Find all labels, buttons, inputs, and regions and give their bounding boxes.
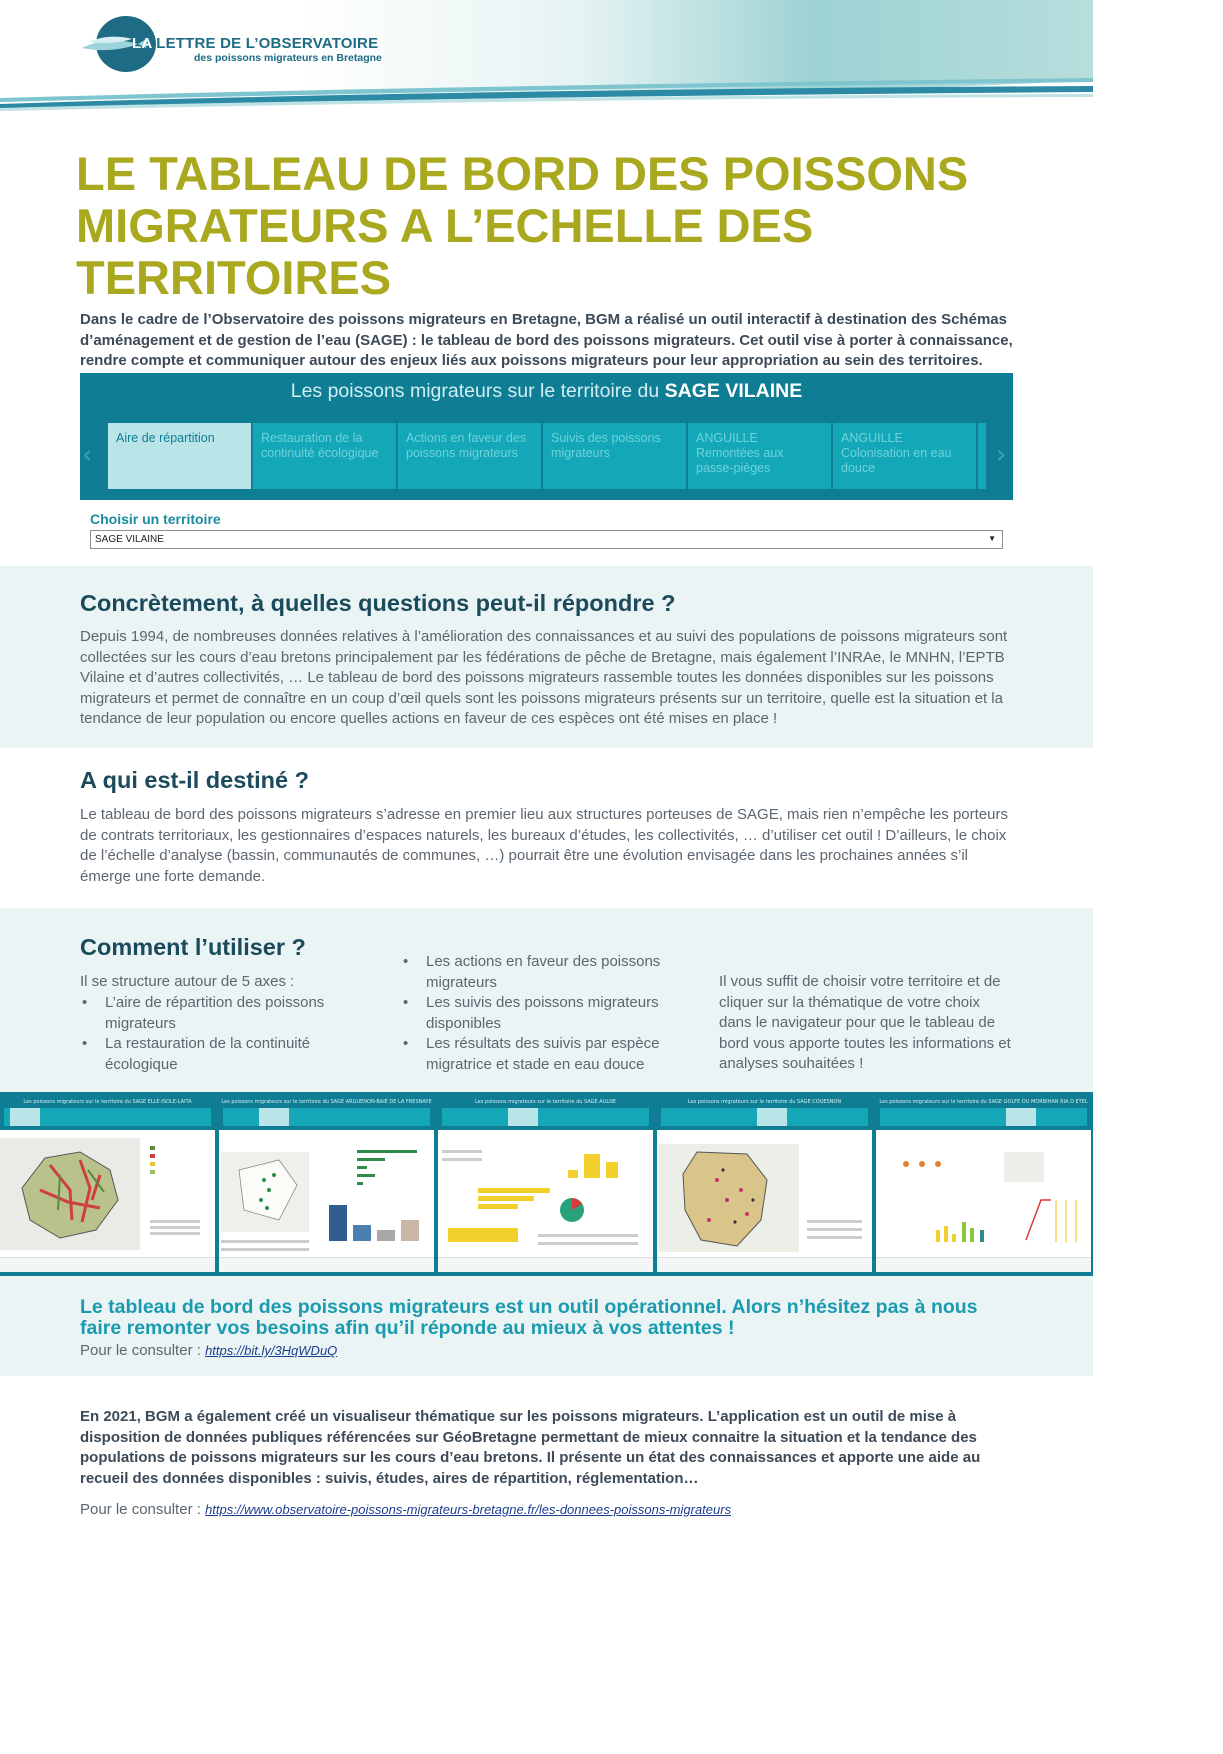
dashboard-preview bbox=[80, 373, 1013, 500]
section-usage-heading: Comment l’utiliser ? bbox=[80, 934, 306, 960]
thumbnail-elle-isole-laita bbox=[0, 1096, 215, 1272]
outro-link-prefix: Pour le consulter : bbox=[80, 1501, 201, 1518]
thumbnail-title: Les poissons migrateurs sur le territoire du SAGE COUESNON bbox=[687, 1099, 842, 1105]
logo-title-text: LETTRE DE L’OBSERVATOIRE bbox=[156, 35, 379, 52]
cta-link-line bbox=[80, 1342, 337, 1359]
chevron-left-icon[interactable]: ‹ bbox=[82, 440, 93, 470]
section-questions bbox=[0, 566, 1093, 748]
newsletter-header bbox=[0, 0, 1093, 112]
list-item: • Les résultats des suivis par espèce migratrice et stade en eau douce bbox=[401, 1034, 691, 1075]
territory-select[interactable] bbox=[90, 530, 1003, 549]
section-audience bbox=[0, 748, 1093, 908]
list-item: • L’aire de répartition des poissons migrateurs bbox=[80, 993, 370, 1034]
thumbnail-charts bbox=[219, 1130, 434, 1272]
list-item: • Les suivis des poissons migrateurs disponibles bbox=[401, 993, 691, 1034]
caret-down-icon: ▼ bbox=[988, 534, 996, 543]
thumbnail-title: Les poissons migrateurs sur le territoire du SAGE ARGUENON-BAIE DE LA FRESNAYE bbox=[221, 1099, 432, 1105]
logo-subtitle: des poissons migrateurs en Bretagne bbox=[194, 52, 382, 64]
header-wave-banner bbox=[0, 0, 1093, 112]
outro-link-line bbox=[80, 1501, 731, 1518]
section-audience-body: Le tableau de bord des poissons migrateurs s’adresse en premier lieu aux structures porteuses de SAGE, mais rien n’empêche les porteurs de contrats territoriaux, les gestionnaires d’espaces naturels, les bureaux d’études, les collectivités, … d’utiliser cet outil ! D’ailleurs, le choix de l’échelle d’analyse (bassin, communautés de communes, …) pourrait être une évolution envisagée dans les prochaines années s’il émerge une forte demande. bbox=[80, 806, 1008, 885]
list-item: • Les actions en faveur des poissons migrateurs bbox=[401, 952, 691, 993]
section-usage bbox=[0, 908, 1093, 1092]
dashboard-thumbnails bbox=[0, 1092, 1093, 1276]
section-usage-closing: Il vous suffit de choisir votre territoire et de cliquer sur la thématique de votre choix dans le navigateur pour que le tableau de bord vous apporte toutes les informations et analyses souhaitées ! bbox=[719, 973, 1011, 1072]
thumbnail-couesnon bbox=[657, 1096, 872, 1272]
thumbnail-map bbox=[0, 1130, 215, 1272]
thumbnail-aulne bbox=[438, 1096, 653, 1272]
chevron-right-icon[interactable]: › bbox=[996, 440, 1007, 470]
thumbnail-golfe-morbihan bbox=[876, 1096, 1091, 1272]
logo-title bbox=[132, 35, 378, 52]
page-title: LE TABLEAU DE BORD DES POISSONS MIGRATEURS A L’ECHELLE DES TERRITOIRES bbox=[76, 147, 969, 304]
dashboard-title-territory: SAGE VILAINE bbox=[664, 380, 803, 402]
thumbnail-title: Les poissons migrateurs sur le territoire du SAGE ELLE-ISOLE-LAITA bbox=[23, 1099, 192, 1105]
logo-prefix: LA bbox=[132, 35, 152, 52]
axes-list-2 bbox=[401, 952, 691, 1075]
intro-paragraph: Dans le cadre de l’Observatoire des poissons migrateurs en Bretagne, BGM a réalisé un outil interactif à destination des Schémas d’aménagement et de gestion de l’eau (SAGE) : le tableau de bord des poissons migrateurs. Cet outil vise à porter à connaissance, rendre compte et communiquer autour des enjeux liés aux poissons migrateurs pour leur appropriation au sein des territoires. bbox=[80, 311, 1013, 369]
section-questions-heading: Concrètement, à quelles questions peut-il répondre ? bbox=[80, 590, 676, 616]
tab-overflow bbox=[978, 423, 986, 489]
thumbnail-title: Les poissons migrateurs sur le territoire du SAGE GOLFE DU MORBIHAN RIA D ETEL bbox=[879, 1099, 1088, 1105]
cta-text: Le tableau de bord des poissons migrateurs est un outil opérationnel. Alors n’hésitez pas à nous faire remonter vos besoins afin qu’il réponde au mieux à vos attentes ! bbox=[80, 1296, 978, 1339]
tab-suivis-poissons[interactable]: Suivis des poissons migrateurs bbox=[543, 423, 686, 489]
section-usage-lead: Il se structure autour de 5 axes : bbox=[80, 973, 295, 990]
thumbnail-charts bbox=[438, 1130, 653, 1272]
territory-select-label: Choisir un territoire bbox=[90, 511, 221, 527]
section-questions-body: Depuis 1994, de nombreuses données relatives à l’amélioration des connaissances et au suivi des populations de poissons migrateurs sont collectées sur les cours d’eau bretons principalement par les fédérations de pêche de Bretagne, mais également l’INRAe, le MNHN, l’EPTB Vilaine et d’autres collectivités, … Le tableau de bord des poissons migrateurs rassemble toutes les données disponibles sur les poissons migrateurs et permet de connaître en un coup d’œil quels sont les poissons migrateurs présents sur un territoire, quelle est la situation et la tendance de leur population ou encore quelles actions en faveur de ces espèces ont été mises en place ! bbox=[80, 628, 1008, 727]
dashboard-title bbox=[80, 380, 1013, 403]
tab-aire-de-repartition[interactable]: Aire de répartition bbox=[108, 423, 251, 489]
cta-link[interactable]: https://bit.ly/3HqWDuQ bbox=[205, 1343, 338, 1358]
list-item: • La restauration de la continuité écologique bbox=[80, 1034, 370, 1075]
tab-actions-poissons[interactable]: Actions en faveur des poissons migrateurs bbox=[398, 423, 541, 489]
axes-list-1 bbox=[80, 993, 370, 1075]
outro-link[interactable]: https://www.observatoire-poissons-migrateurs-bretagne.fr/les-donnees-poissons-migrateurs bbox=[205, 1502, 732, 1517]
thumbnail-charts bbox=[876, 1130, 1091, 1272]
section-audience-heading: A qui est-il destiné ? bbox=[80, 767, 309, 793]
territory-select-value: SAGE VILAINE bbox=[95, 534, 164, 545]
tab-anguille-remontees[interactable]: ANGUILLE Remontées aux passe-pièges bbox=[688, 423, 831, 489]
thumbnail-map bbox=[657, 1130, 872, 1272]
dashboard-title-prefix: Les poissons migrateurs sur le territoire du bbox=[290, 380, 660, 402]
outro-paragraph: En 2021, BGM a également créé un visualiseur thématique sur les poissons migrateurs. L’application est un outil de mise à disposition de données publiques référencées sur GéoBretagne permettant de mieux connaitre la situation et la tendance des populations de poissons migrateurs sur les cours d’eau bretons. Il présente un état des connaissances et apporte une aide au recueil des données disponibles : suivis, études, aires de répartition, réglementation… bbox=[80, 1408, 981, 1487]
thumbnail-title: Les poissons migrateurs sur le territoire du SAGE AULNE bbox=[474, 1099, 617, 1105]
cta-link-prefix: Pour le consulter : bbox=[80, 1342, 201, 1359]
tab-anguille-colonisation[interactable]: ANGUILLE Colonisation en eau douce bbox=[833, 423, 976, 489]
thumbnail-arguenon bbox=[219, 1096, 434, 1272]
tab-restauration-continuite[interactable]: Restauration de la continuité écologique bbox=[253, 423, 396, 489]
